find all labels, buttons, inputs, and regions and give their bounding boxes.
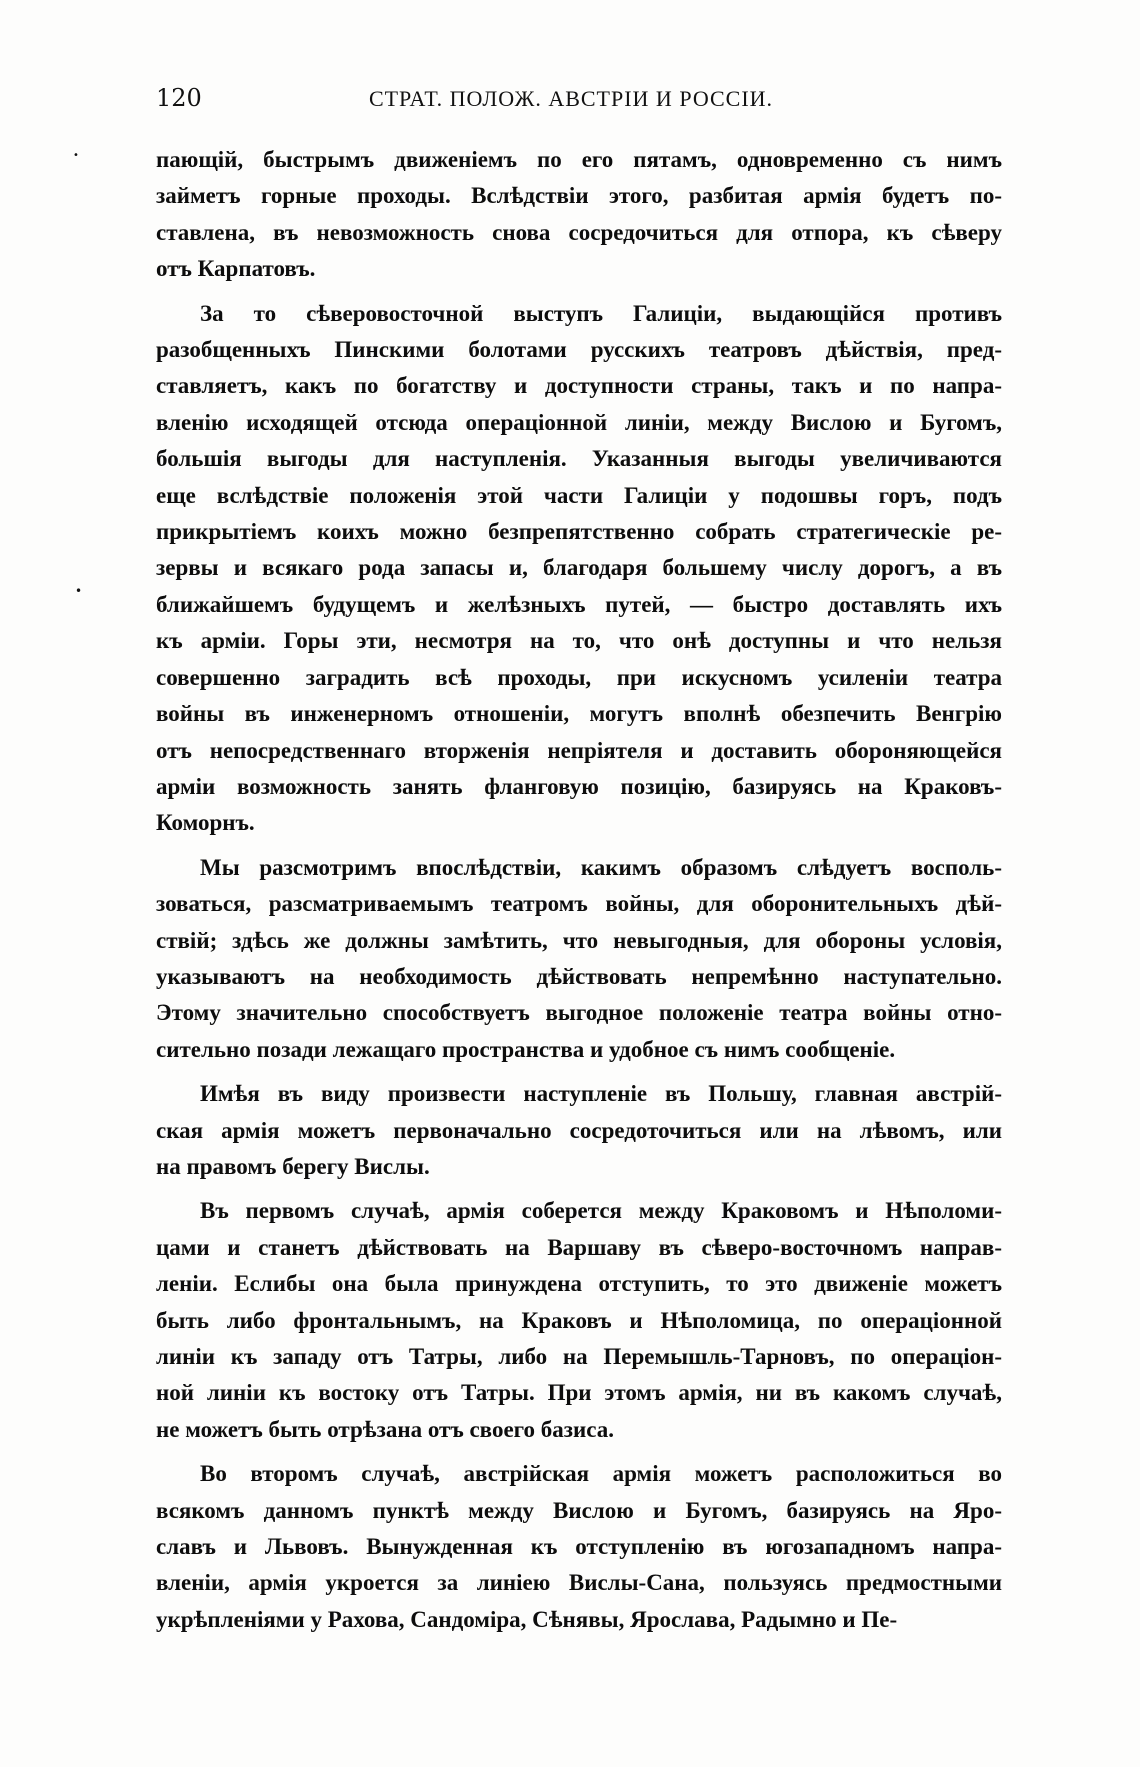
paragraph [156,1456,1002,1638]
margin-dot: • [75,584,83,598]
running-head: СТРАТ. ПОЛОЖ. АВСТРІИ И РОССІИ. [368,86,774,111]
text-line: зервы и всякаго рода запасы и, благодаря большему числу дорогъ, а въ [156,555,1002,581]
text-line: сительно позади лежащаго пространства и удобное съ нимъ сообщеніе. [156,1036,896,1062]
text-line: къ арміи. Горы эти, несмотря на то, что онѣ доступны и что нельзя [156,628,1002,654]
text-line: линіи къ западу отъ Татры, либо на Перемышль-Тарновъ, по операціон- [156,1344,1002,1369]
text-line: пающій, быстрымъ движеніемъ по его пятамъ, одновременно съ нимъ [156,147,1002,172]
text-line: еще вслѣдствіе положенія этой части Галиціи у подошвы горъ, подъ [156,482,1002,508]
paragraph [156,1076,1002,1185]
text-line: Коморнъ. [156,810,255,836]
page-header [156,84,986,124]
text-line: ближайшемъ будущемъ и желѣзныхъ путей, — быстро доставлять ихъ [156,591,1002,617]
page-number: 120 [156,84,202,112]
text-line: Имѣя въ виду произвести наступленіе въ Польшу, главная австрій- [200,1081,1002,1107]
text-line: отъ непосредственнаго вторженія непріятеля и доставить обороняющейся [156,737,1002,763]
text-line: Въ первомъ случаѣ, армія соберется между Краковомъ и Нѣполоми- [200,1198,1002,1224]
text-line: Этому значительно способствуетъ выгодное положеніе театра войны отно- [156,1000,1002,1026]
text-line: арміи возможность занять фланговую позицію, базируясь на Краковъ- [156,773,1002,799]
text-line: ставляетъ, какъ по богатству и доступности страны, такъ и по напра- [156,373,1002,399]
text-line: на правомъ берегу Вислы. [156,1153,430,1179]
text-line: разобщенныхъ Пинскими болотами русскихъ театровъ дѣйствія, пред- [156,337,1002,363]
text-line: вленію исходящей отсюда операціонной линіи, между Вислою и Бугомъ, [156,409,1002,435]
text-line: большія выгоды для наступленія. Указанныя выгоды увеличиваются [156,446,1002,472]
text-line: укрѣпленіями у Рахова, Сандоміра, Сѣнявы, Ярослава, Радымно и Пе- [156,1606,898,1632]
text-line: Мы разсмотримъ впослѣдствіи, какимъ образомъ слѣдуетъ восполь- [200,854,1002,880]
text-line: всякомъ данномъ пунктѣ между Вислою и Бугомъ, базируясь на Яро- [156,1497,1002,1523]
text-line: вленіи, армія укроется за линіею Вислы-Сана, пользуясь предмостными [156,1570,1002,1596]
text-line: ной линіи къ востоку отъ Татры. При этомъ армія, ни въ какомъ случаѣ, [156,1380,1002,1406]
text-line: леніи. Еслибы она была принуждена отступить, то это движеніе можетъ [156,1271,1002,1297]
paragraph [156,296,1002,842]
text-line: займетъ горные проходы. Вслѣдствіи этого, разбитая армія будетъ по- [156,183,1002,209]
text-line: войны въ инженерномъ отношеніи, могутъ вполнѣ обезпечить Венгрію [156,701,1002,727]
text-line: цами и станетъ дѣйствовать на Варшаву въ сѣверо-восточномъ направ- [156,1234,1002,1260]
text-line: быть либо фронтальнымъ, на Краковъ и Нѣполомица, по операціонной [156,1307,1002,1333]
text-line: зоваться, разсматриваемымъ театромъ войны, для оборонительныхъ дѣй- [156,891,1002,917]
text-line: совершенно заградить всѣ проходы, при искусномъ усиленіи театра [156,664,1002,690]
text-line: указываютъ на необходимость дѣйствовать непремѣнно наступательно. [156,963,1002,989]
paragraph [156,142,1002,288]
paragraph [156,850,1002,1068]
text-line: ская армія можетъ первоначально сосредоточиться или на лѣвомъ, или [156,1117,1002,1143]
text-line: не можетъ быть отрѣзана отъ своего базиса. [156,1416,615,1442]
text-line: За то сѣверовосточной выступъ Галиціи, выдающійся противъ [200,300,1002,326]
paragraph [156,1193,1002,1448]
margin-dot: • [73,150,79,161]
text-line: ставлена, въ невозможность снова сосредочиться для отпора, къ сѣверу [156,219,1002,245]
text-line: Во второмъ случаѣ, австрійская армія можетъ расположиться во [200,1461,1002,1487]
text-line: славъ и Львовъ. Вынужденная къ отступленію въ югозападномъ напра- [156,1534,1002,1560]
text-line: прикрытіемъ коихъ можно безпрепятственно собрать стратегическіе ре- [156,519,1002,545]
text-line: отъ Карпатовъ. [156,256,316,282]
body-text [156,142,1002,1646]
text-line: ствій; здѣсь же должны замѣтить, что невыгодныя, для обороны условія, [156,927,1002,953]
